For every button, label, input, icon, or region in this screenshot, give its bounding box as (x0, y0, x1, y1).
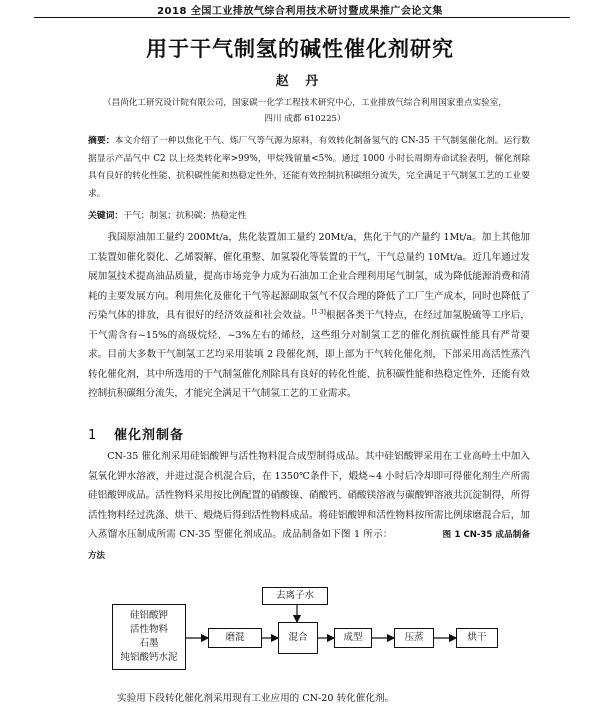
citation: [1-3] (311, 308, 326, 316)
abstract-label: 摘要： (88, 136, 115, 146)
prep-text: CN-35 催化剂采用硅铝酸钾与活性物料混合成型制得成品。其中硅铝酸钾采用在工业高岭土中加入氢氧化钾水溶液，并进过混合机混合后，在 1350℃条件下，煅烧~4 小时后冷却即可得催化剂生产所需硅铝酸钾成品。活性物料采用按比例配置的硝酸镍、硝酸钙、硝酸镁溶液与碳酸钾溶液共沉淀制得，所得活性物料经过洗涤、烘干、煅烧后得到活性物料成品。将硅铝酸钾和活性物料按所需比例球磨混合后，加入蒸馏水压制成所需 CN-35 型催化剂成品。成品制备如下图 1 所示： (88, 451, 530, 540)
input-materials-box (112, 604, 186, 670)
section-number: 1 (88, 428, 98, 443)
abstract-text: 本文介绍了一种以焦化干气、炼厂气等气源为原料，有效转化制备氢气的 CN-35 干气制氢催化剂。运行数据显示产品气中 C2 以上烃类转化率>99%，甲烷残留量<5%。通过 1000 小时长周期寿命试验表明，催化剂除具有良好的转化性能、抗积碳性能和热稳定性外，还能有效控制抗积碳组分流失，完全满足干气制氢工艺的工业要求。 (88, 136, 530, 199)
figure-caption: 图 1 CN-35 成品制备方法 (88, 530, 530, 561)
step-mix: 混合 (278, 622, 318, 654)
keywords-label: 关键词： (88, 211, 124, 221)
paper-title: 用于干气制氢的碱性催化剂研究 (146, 37, 454, 61)
running-header: 2018 全国工业排放气综合利用技术研讨暨成果推广会论文集 (157, 6, 443, 17)
closing-sentence: 实验用下段转化催化剂采用现有工业应用的 CN-20 转化催化剂。 (117, 693, 395, 704)
affiliation-line-1: （昌尚化工研究设计院有限公司，国家碳一化学工程技术研究中心，工业排放气综合利用国家重点实验室， (103, 98, 507, 108)
step-dry: 烘干 (456, 628, 498, 648)
step-form: 成型 (334, 628, 372, 648)
step-steam-cure: 压蒸 (394, 628, 434, 648)
material-item: 纯铝酸钙水泥 (120, 652, 178, 663)
material-item: 活性物料 (129, 624, 168, 635)
step-grind: 磨混 (208, 628, 262, 648)
affiliation-line-2: 四川 成都 610225） (264, 114, 346, 124)
material-item: 硅铝酸钾 (129, 610, 168, 621)
keywords-text: 干气；制氢；抗积碳；热稳定性 (123, 211, 247, 221)
intro-text-cont: 根据各类干气特点，在经过加氢脱硫等工序后，干气需含有~15%的高级烷烃、~3%左右的烯烃，这些组分对制氢工艺的催化剂抗碳性能具有严苛要求。目前大多数干气制氢工艺均采用装填 2 段催化剂，即上部为干气转化催化剂，下部采用高活性蒸汽转化催化剂，其中所选用的干气制氢催化剂除具有良好的转化性能、抗积碳性能和热稳定性外，还能有效控制抗积碳组分流失，才能完全满足干气制氢工艺的工业需求。 (88, 310, 530, 399)
intro-text: 我国原油加工量约 200Mt/a，焦化装置加工量约 20Mt/a，焦化干气的产量约 1Mt/a。加上其他加工装置如催化裂化、乙烯裂解、催化重整、加氢裂化等装置的干气，干气总量约 10Mt/a。近几年通过发展加氢技术提高油品质量，提高市场竞争力成为石油加工企业合理利用尾气制氢，成为降低能源消费和清耗的主要发展方向。利用焦化及催化干气等起源副取氢气不仅合理的降低了工厂生产成本，同时也降低了污染气体的排放，具有很好的经济效益和社会效益。 (88, 232, 530, 321)
water-box: 去离子水 (262, 587, 328, 605)
section-title: 催化剂制备 (114, 428, 185, 443)
author: 赵 丹 (275, 74, 325, 89)
material-item: 石墨 (139, 638, 159, 649)
